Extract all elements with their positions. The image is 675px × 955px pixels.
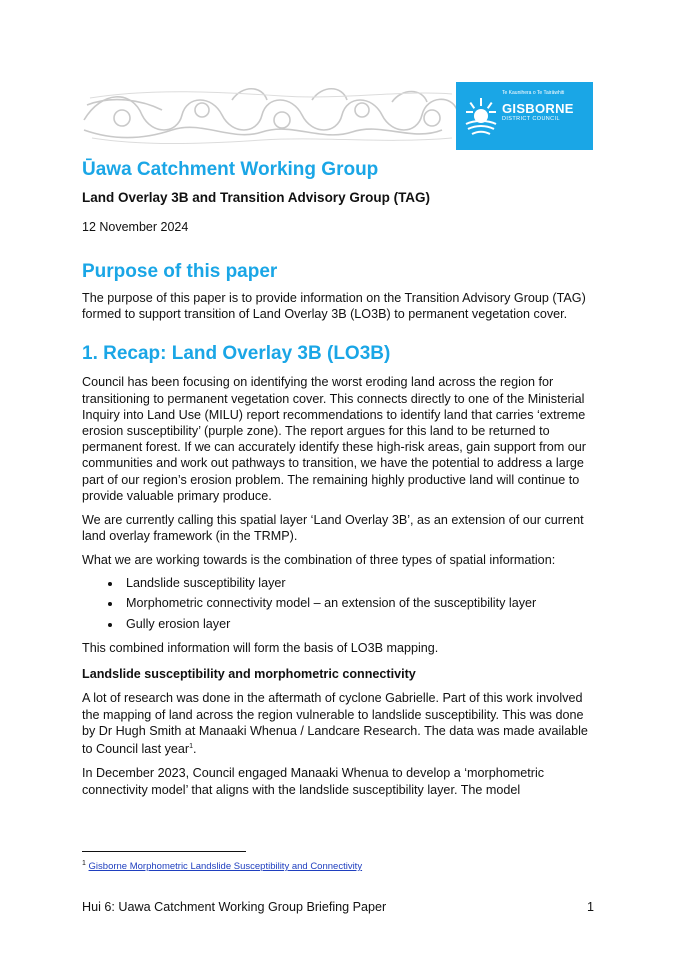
footer-text: Hui 6: Uawa Catchment Working Group Briefing Paper: [82, 900, 387, 914]
purpose-heading: Purpose of this paper: [82, 261, 278, 282]
logo-maori-name: Te Kaunihera o Te Tairāwhiti: [502, 90, 565, 96]
page-number: 1: [586, 900, 594, 914]
document-title: Ūawa Catchment Working Group: [82, 159, 379, 180]
recap-paragraph-2: We are currently calling this spatial layer ‘Land Overlay 3B’, as an extension of our current land overlay framework (in the TRMP).: [82, 513, 584, 544]
recap-heading: 1. Recap: Land Overlay 3B (LO3B): [82, 343, 391, 365]
landslide-paragraph-1-text: A lot of research was done in the aftermath of cyclone Gabrielle. Part of this work involved the mapping of land across the region vulnerable to landslide susceptibility. This was done by Dr Hugh Smith at Manaaki Whenua / Landcare Research. The data was made available to Council last year: [82, 691, 588, 757]
footnote-ref[interactable]: 1: [189, 742, 194, 750]
purpose-paragraph: The purpose of this paper is to provide information on the Transition Advisory Group (TAG) formed to support transition of Land Overlay 3B (LO3B) to permanent vegetation cover.: [82, 291, 586, 322]
logo-subtitle: DISTRICT COUNCIL: [502, 116, 560, 122]
recap-paragraph-4: This combined information will form the basis of LO3B mapping.: [82, 641, 439, 656]
footnote-divider: [82, 851, 246, 852]
council-logo: [456, 82, 593, 150]
landslide-paragraph-2: In December 2023, Council engaged Manaaki Whenua to develop a ‘morphometric connectivity model’ that aligns with the landslide susceptibility layer. The model: [82, 766, 545, 797]
logo-name: GISBORNE: [502, 101, 574, 116]
landslide-paragraph-1: [82, 690, 594, 757]
document-subtitle: Land Overlay 3B and Transition Advisory Group (TAG): [82, 190, 431, 205]
sun-logo-icon: [464, 96, 498, 136]
landslide-paragraph-1-end: .: [193, 742, 197, 757]
page-footer: [82, 899, 594, 915]
landslide-heading: Landslide susceptibility and morphometric connectivity: [82, 667, 416, 682]
footnote-link[interactable]: Gisborne Morphometric Landslide Susceptibility and Connectivity: [88, 861, 363, 873]
document-body: [82, 158, 594, 798]
footnote-number: 1: [82, 860, 86, 867]
list-item: • Gully erosion layer: [122, 614, 594, 635]
list-item: • Morphometric connectivity model – an extension of the susceptibility layer: [122, 593, 594, 614]
document-date: 12 November 2024: [82, 220, 189, 234]
footnote: [82, 858, 362, 873]
spatial-info-list: [82, 573, 594, 635]
list-item: • Landslide susceptibility layer: [122, 573, 594, 594]
recap-paragraph-1: Council has been focusing on identifying the worst eroding land across the region for transitioning to permanent vegetation cover. This connects directly to one of the Ministerial Inquiry into Land Use (MILU) report recommendations to identify land that carries ‘extreme erosion susceptibility’ (purple zone). The report argues for this land to be returned to permanent forest. If we can accurately identify these high-risk areas, gain support from our communities and work out pathways to transition, we have the potential to address a large part of our region’s erosion problem. The remaining highly productive land will continue to provide valuable primary produce.: [82, 375, 586, 503]
recap-paragraph-3: What we are working towards is the combination of three types of spatial information:: [82, 553, 556, 568]
